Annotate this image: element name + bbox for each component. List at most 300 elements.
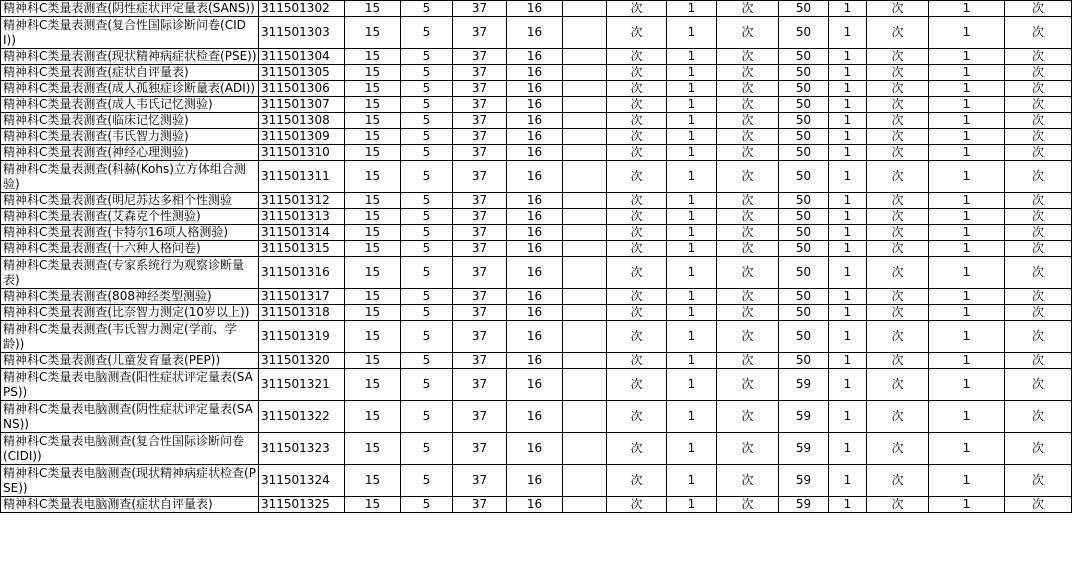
quantity-cell-2: 1 xyxy=(829,65,867,81)
quantity-cell-3: 1 xyxy=(929,17,1005,49)
value-cell-1: 15 xyxy=(345,209,401,225)
unit-cell-3: 次 xyxy=(867,257,929,289)
item-code-cell: 311501310 xyxy=(259,145,345,161)
unit-cell: 次 xyxy=(607,401,667,433)
blank-cell xyxy=(563,49,607,65)
unit-cell-3: 次 xyxy=(867,321,929,353)
price-cell: 50 xyxy=(779,81,829,97)
value-cell-2: 5 xyxy=(401,497,453,513)
value-cell-1: 15 xyxy=(345,353,401,369)
price-cell: 50 xyxy=(779,129,829,145)
quantity-cell-2: 1 xyxy=(829,209,867,225)
item-name-cell: 精神科C类量表测查(明尼苏达多相个性测验 xyxy=(1,193,259,209)
value-cell-1: 15 xyxy=(345,401,401,433)
quantity-cell: 1 xyxy=(667,129,717,145)
item-name-cell: 精神科C类量表测查(现状精神病症状检查(PSE)) xyxy=(1,49,259,65)
value-cell-3: 37 xyxy=(453,161,507,193)
value-cell-4: 16 xyxy=(507,129,563,145)
unit-cell-4: 次 xyxy=(1005,305,1072,321)
value-cell-2: 5 xyxy=(401,369,453,401)
unit-cell-2: 次 xyxy=(717,305,779,321)
quantity-cell-3: 1 xyxy=(929,145,1005,161)
item-code-cell: 311501315 xyxy=(259,241,345,257)
unit-cell: 次 xyxy=(607,257,667,289)
value-cell-1: 15 xyxy=(345,433,401,465)
value-cell-2: 5 xyxy=(401,401,453,433)
unit-cell: 次 xyxy=(607,49,667,65)
value-cell-2: 5 xyxy=(401,17,453,49)
item-name-cell: 精神科C类量表测查(韦氏智力测验) xyxy=(1,129,259,145)
table-row xyxy=(1,49,1072,65)
item-code-cell: 311501320 xyxy=(259,353,345,369)
unit-cell-4: 次 xyxy=(1005,497,1072,513)
item-code-cell: 311501316 xyxy=(259,257,345,289)
item-name-cell: 精神科C类量表测查(成人韦氏记忆测验) xyxy=(1,97,259,113)
value-cell-4: 16 xyxy=(507,161,563,193)
item-code-cell: 311501323 xyxy=(259,433,345,465)
quantity-cell-3: 1 xyxy=(929,433,1005,465)
quantity-cell-3: 1 xyxy=(929,193,1005,209)
unit-cell-2: 次 xyxy=(717,113,779,129)
item-name-cell: 精神科C类量表测查(卡特尔16项人格测验) xyxy=(1,225,259,241)
unit-cell-2: 次 xyxy=(717,401,779,433)
item-code-cell: 311501318 xyxy=(259,305,345,321)
unit-cell-2: 次 xyxy=(717,257,779,289)
table-row xyxy=(1,257,1072,289)
quantity-cell-3: 1 xyxy=(929,65,1005,81)
unit-cell-3: 次 xyxy=(867,225,929,241)
blank-cell xyxy=(563,497,607,513)
unit-cell-3: 次 xyxy=(867,81,929,97)
table-row xyxy=(1,225,1072,241)
unit-cell-2: 次 xyxy=(717,17,779,49)
price-cell: 50 xyxy=(779,353,829,369)
unit-cell: 次 xyxy=(607,465,667,497)
price-cell: 50 xyxy=(779,17,829,49)
unit-cell-2: 次 xyxy=(717,497,779,513)
blank-cell xyxy=(563,97,607,113)
price-cell: 50 xyxy=(779,113,829,129)
quantity-cell-3: 1 xyxy=(929,1,1005,17)
price-cell: 59 xyxy=(779,497,829,513)
value-cell-2: 5 xyxy=(401,209,453,225)
item-name-cell: 精神科C类量表测查(成人孤独症诊断量表(ADI)) xyxy=(1,81,259,97)
value-cell-1: 15 xyxy=(345,305,401,321)
quantity-cell: 1 xyxy=(667,321,717,353)
item-code-cell: 311501311 xyxy=(259,161,345,193)
value-cell-3: 37 xyxy=(453,401,507,433)
unit-cell-2: 次 xyxy=(717,289,779,305)
price-cell: 59 xyxy=(779,401,829,433)
quantity-cell: 1 xyxy=(667,17,717,49)
unit-cell: 次 xyxy=(607,161,667,193)
price-cell: 50 xyxy=(779,1,829,17)
blank-cell xyxy=(563,65,607,81)
quantity-cell-3: 1 xyxy=(929,369,1005,401)
quantity-cell-2: 1 xyxy=(829,81,867,97)
unit-cell-4: 次 xyxy=(1005,161,1072,193)
unit-cell: 次 xyxy=(607,81,667,97)
unit-cell-2: 次 xyxy=(717,1,779,17)
quantity-cell: 1 xyxy=(667,49,717,65)
quantity-cell-3: 1 xyxy=(929,225,1005,241)
blank-cell xyxy=(563,353,607,369)
unit-cell-4: 次 xyxy=(1005,225,1072,241)
table-row xyxy=(1,1,1072,17)
value-cell-4: 16 xyxy=(507,209,563,225)
table-row xyxy=(1,193,1072,209)
quantity-cell: 1 xyxy=(667,193,717,209)
value-cell-3: 37 xyxy=(453,193,507,209)
unit-cell-2: 次 xyxy=(717,465,779,497)
table-row xyxy=(1,289,1072,305)
quantity-cell-3: 1 xyxy=(929,113,1005,129)
value-cell-3: 37 xyxy=(453,65,507,81)
value-cell-4: 16 xyxy=(507,257,563,289)
value-cell-4: 16 xyxy=(507,65,563,81)
quantity-cell-3: 1 xyxy=(929,49,1005,65)
price-cell: 50 xyxy=(779,289,829,305)
item-name-cell: 精神科C类量表测查(比奈智力测定(10岁以上)) xyxy=(1,305,259,321)
item-code-cell: 311501324 xyxy=(259,465,345,497)
quantity-cell: 1 xyxy=(667,97,717,113)
unit-cell-2: 次 xyxy=(717,321,779,353)
unit-cell-2: 次 xyxy=(717,129,779,145)
table-body xyxy=(1,1,1072,513)
value-cell-3: 37 xyxy=(453,289,507,305)
item-code-cell: 311501325 xyxy=(259,497,345,513)
value-cell-2: 5 xyxy=(401,1,453,17)
unit-cell-3: 次 xyxy=(867,161,929,193)
value-cell-4: 16 xyxy=(507,97,563,113)
quantity-cell-3: 1 xyxy=(929,465,1005,497)
item-code-cell: 311501322 xyxy=(259,401,345,433)
quantity-cell-3: 1 xyxy=(929,305,1005,321)
quantity-cell: 1 xyxy=(667,465,717,497)
quantity-cell-2: 1 xyxy=(829,465,867,497)
table-row xyxy=(1,129,1072,145)
unit-cell: 次 xyxy=(607,1,667,17)
unit-cell-4: 次 xyxy=(1005,1,1072,17)
quantity-cell-2: 1 xyxy=(829,433,867,465)
table-row xyxy=(1,497,1072,513)
item-name-cell: 精神科C类量表测查(808神经类型测验) xyxy=(1,289,259,305)
unit-cell-3: 次 xyxy=(867,17,929,49)
value-cell-4: 16 xyxy=(507,401,563,433)
unit-cell-4: 次 xyxy=(1005,465,1072,497)
value-cell-2: 5 xyxy=(401,257,453,289)
price-cell: 50 xyxy=(779,49,829,65)
unit-cell-2: 次 xyxy=(717,145,779,161)
quantity-cell-2: 1 xyxy=(829,401,867,433)
item-name-cell: 精神科C类量表电脑测查(症状自评量表) xyxy=(1,497,259,513)
blank-cell xyxy=(563,113,607,129)
unit-cell-2: 次 xyxy=(717,433,779,465)
value-cell-2: 5 xyxy=(401,433,453,465)
value-cell-3: 37 xyxy=(453,113,507,129)
quantity-cell: 1 xyxy=(667,241,717,257)
blank-cell xyxy=(563,369,607,401)
quantity-cell-2: 1 xyxy=(829,497,867,513)
unit-cell-3: 次 xyxy=(867,209,929,225)
value-cell-3: 37 xyxy=(453,353,507,369)
unit-cell-3: 次 xyxy=(867,97,929,113)
quantity-cell: 1 xyxy=(667,161,717,193)
quantity-cell-2: 1 xyxy=(829,241,867,257)
unit-cell: 次 xyxy=(607,65,667,81)
item-name-cell: 精神科C类量表电脑测查(复合性国际诊断问卷(CIDI)) xyxy=(1,433,259,465)
table-row xyxy=(1,209,1072,225)
quantity-cell-3: 1 xyxy=(929,353,1005,369)
price-cell: 59 xyxy=(779,369,829,401)
quantity-cell-2: 1 xyxy=(829,1,867,17)
value-cell-2: 5 xyxy=(401,129,453,145)
unit-cell-3: 次 xyxy=(867,401,929,433)
quantity-cell-2: 1 xyxy=(829,305,867,321)
quantity-cell: 1 xyxy=(667,65,717,81)
quantity-cell: 1 xyxy=(667,369,717,401)
unit-cell-2: 次 xyxy=(717,193,779,209)
quantity-cell-3: 1 xyxy=(929,401,1005,433)
item-code-cell: 311501306 xyxy=(259,81,345,97)
quantity-cell-3: 1 xyxy=(929,129,1005,145)
quantity-cell: 1 xyxy=(667,225,717,241)
price-cell: 50 xyxy=(779,241,829,257)
table-row xyxy=(1,241,1072,257)
unit-cell-4: 次 xyxy=(1005,369,1072,401)
value-cell-1: 15 xyxy=(345,369,401,401)
price-cell: 50 xyxy=(779,225,829,241)
quantity-cell: 1 xyxy=(667,433,717,465)
unit-cell-2: 次 xyxy=(717,65,779,81)
value-cell-4: 16 xyxy=(507,113,563,129)
value-cell-3: 37 xyxy=(453,49,507,65)
unit-cell-4: 次 xyxy=(1005,17,1072,49)
unit-cell-4: 次 xyxy=(1005,433,1072,465)
value-cell-3: 37 xyxy=(453,145,507,161)
table-row xyxy=(1,369,1072,401)
unit-cell-2: 次 xyxy=(717,161,779,193)
unit-cell: 次 xyxy=(607,321,667,353)
value-cell-1: 15 xyxy=(345,65,401,81)
quantity-cell-3: 1 xyxy=(929,241,1005,257)
unit-cell-2: 次 xyxy=(717,353,779,369)
unit-cell-3: 次 xyxy=(867,113,929,129)
unit-cell-3: 次 xyxy=(867,1,929,17)
unit-cell-3: 次 xyxy=(867,433,929,465)
item-code-cell: 311501308 xyxy=(259,113,345,129)
unit-cell-2: 次 xyxy=(717,49,779,65)
value-cell-3: 37 xyxy=(453,369,507,401)
value-cell-2: 5 xyxy=(401,289,453,305)
unit-cell-3: 次 xyxy=(867,369,929,401)
quantity-cell-2: 1 xyxy=(829,257,867,289)
quantity-cell-2: 1 xyxy=(829,369,867,401)
item-code-cell: 311501317 xyxy=(259,289,345,305)
item-name-cell: 精神科C类量表测查(儿童发育量表(PEP)) xyxy=(1,353,259,369)
value-cell-1: 15 xyxy=(345,193,401,209)
unit-cell: 次 xyxy=(607,353,667,369)
value-cell-3: 37 xyxy=(453,321,507,353)
unit-cell-4: 次 xyxy=(1005,353,1072,369)
unit-cell: 次 xyxy=(607,433,667,465)
value-cell-3: 37 xyxy=(453,433,507,465)
value-cell-4: 16 xyxy=(507,81,563,97)
quantity-cell-2: 1 xyxy=(829,193,867,209)
unit-cell-3: 次 xyxy=(867,145,929,161)
value-cell-1: 15 xyxy=(345,257,401,289)
value-cell-1: 15 xyxy=(345,497,401,513)
unit-cell-4: 次 xyxy=(1005,257,1072,289)
price-cell: 50 xyxy=(779,65,829,81)
unit-cell: 次 xyxy=(607,225,667,241)
value-cell-1: 15 xyxy=(345,113,401,129)
value-cell-3: 37 xyxy=(453,465,507,497)
item-code-cell: 311501302 xyxy=(259,1,345,17)
item-code-cell: 311501321 xyxy=(259,369,345,401)
blank-cell xyxy=(563,81,607,97)
value-cell-4: 16 xyxy=(507,369,563,401)
item-name-cell: 精神科C类量表测查(专家系统行为观察诊断量表) xyxy=(1,257,259,289)
item-code-cell: 311501314 xyxy=(259,225,345,241)
item-code-cell: 311501309 xyxy=(259,129,345,145)
value-cell-4: 16 xyxy=(507,289,563,305)
quantity-cell: 1 xyxy=(667,289,717,305)
blank-cell xyxy=(563,305,607,321)
blank-cell xyxy=(563,161,607,193)
value-cell-3: 37 xyxy=(453,209,507,225)
unit-cell-3: 次 xyxy=(867,49,929,65)
unit-cell: 次 xyxy=(607,209,667,225)
quantity-cell: 1 xyxy=(667,401,717,433)
item-code-cell: 311501307 xyxy=(259,97,345,113)
quantity-cell-2: 1 xyxy=(829,129,867,145)
price-cell: 50 xyxy=(779,145,829,161)
unit-cell-3: 次 xyxy=(867,465,929,497)
price-cell: 50 xyxy=(779,321,829,353)
value-cell-3: 37 xyxy=(453,17,507,49)
value-cell-4: 16 xyxy=(507,465,563,497)
blank-cell xyxy=(563,401,607,433)
item-name-cell: 精神科C类量表测查(十六种人格问卷) xyxy=(1,241,259,257)
value-cell-4: 16 xyxy=(507,1,563,17)
value-cell-2: 5 xyxy=(401,161,453,193)
unit-cell-4: 次 xyxy=(1005,241,1072,257)
quantity-cell-2: 1 xyxy=(829,145,867,161)
blank-cell xyxy=(563,465,607,497)
item-name-cell: 精神科C类量表测查(阴性症状评定量表(SANS)) xyxy=(1,1,259,17)
value-cell-2: 5 xyxy=(401,193,453,209)
blank-cell xyxy=(563,209,607,225)
quantity-cell: 1 xyxy=(667,1,717,17)
table-row xyxy=(1,305,1072,321)
value-cell-3: 37 xyxy=(453,257,507,289)
value-cell-1: 15 xyxy=(345,241,401,257)
value-cell-3: 37 xyxy=(453,225,507,241)
unit-cell-4: 次 xyxy=(1005,97,1072,113)
unit-cell: 次 xyxy=(607,129,667,145)
item-name-cell: 精神科C类量表测查(症状自评量表) xyxy=(1,65,259,81)
quantity-cell-2: 1 xyxy=(829,225,867,241)
table-row xyxy=(1,353,1072,369)
price-cell: 50 xyxy=(779,97,829,113)
unit-cell-2: 次 xyxy=(717,369,779,401)
value-cell-1: 15 xyxy=(345,289,401,305)
unit-cell-3: 次 xyxy=(867,289,929,305)
quantity-cell-3: 1 xyxy=(929,161,1005,193)
value-cell-4: 16 xyxy=(507,17,563,49)
price-cell: 50 xyxy=(779,193,829,209)
price-cell: 50 xyxy=(779,257,829,289)
value-cell-4: 16 xyxy=(507,145,563,161)
item-code-cell: 311501304 xyxy=(259,49,345,65)
table-row xyxy=(1,65,1072,81)
unit-cell: 次 xyxy=(607,497,667,513)
quantity-cell-2: 1 xyxy=(829,17,867,49)
blank-cell xyxy=(563,433,607,465)
blank-cell xyxy=(563,289,607,305)
item-name-cell: 精神科C类量表测查(复合性国际诊断问卷(CIDI)) xyxy=(1,17,259,49)
unit-cell-4: 次 xyxy=(1005,129,1072,145)
value-cell-2: 5 xyxy=(401,65,453,81)
quantity-cell: 1 xyxy=(667,353,717,369)
quantity-cell-2: 1 xyxy=(829,113,867,129)
item-name-cell: 精神科C类量表电脑测查(阴性症状评定量表(SANS)) xyxy=(1,401,259,433)
quantity-cell: 1 xyxy=(667,145,717,161)
blank-cell xyxy=(563,145,607,161)
quantity-cell: 1 xyxy=(667,113,717,129)
item-code-cell: 311501305 xyxy=(259,65,345,81)
unit-cell: 次 xyxy=(607,113,667,129)
price-cell: 50 xyxy=(779,209,829,225)
item-code-cell: 311501319 xyxy=(259,321,345,353)
quantity-cell-2: 1 xyxy=(829,321,867,353)
value-cell-2: 5 xyxy=(401,81,453,97)
value-cell-2: 5 xyxy=(401,353,453,369)
value-cell-2: 5 xyxy=(401,305,453,321)
item-code-cell: 311501313 xyxy=(259,209,345,225)
item-name-cell: 精神科C类量表测查(临床记忆测验) xyxy=(1,113,259,129)
item-name-cell: 精神科C类量表测查(韦氏智力测定(学前、学龄)) xyxy=(1,321,259,353)
value-cell-3: 37 xyxy=(453,97,507,113)
unit-cell: 次 xyxy=(607,97,667,113)
quantity-cell: 1 xyxy=(667,497,717,513)
quantity-cell: 1 xyxy=(667,305,717,321)
value-cell-2: 5 xyxy=(401,97,453,113)
unit-cell-4: 次 xyxy=(1005,401,1072,433)
value-cell-1: 15 xyxy=(345,129,401,145)
value-cell-1: 15 xyxy=(345,17,401,49)
quantity-cell-3: 1 xyxy=(929,257,1005,289)
price-cell: 59 xyxy=(779,433,829,465)
table-row xyxy=(1,145,1072,161)
unit-cell-3: 次 xyxy=(867,497,929,513)
value-cell-1: 15 xyxy=(345,321,401,353)
unit-cell: 次 xyxy=(607,145,667,161)
value-cell-2: 5 xyxy=(401,321,453,353)
table-row xyxy=(1,401,1072,433)
price-cell: 59 xyxy=(779,465,829,497)
unit-cell-4: 次 xyxy=(1005,193,1072,209)
value-cell-1: 15 xyxy=(345,49,401,65)
quantity-cell-2: 1 xyxy=(829,353,867,369)
value-cell-2: 5 xyxy=(401,225,453,241)
unit-cell-2: 次 xyxy=(717,81,779,97)
value-cell-2: 5 xyxy=(401,49,453,65)
unit-cell-3: 次 xyxy=(867,65,929,81)
item-name-cell: 精神科C类量表电脑测查(现状精神病症状检查(PSE)) xyxy=(1,465,259,497)
blank-cell xyxy=(563,225,607,241)
